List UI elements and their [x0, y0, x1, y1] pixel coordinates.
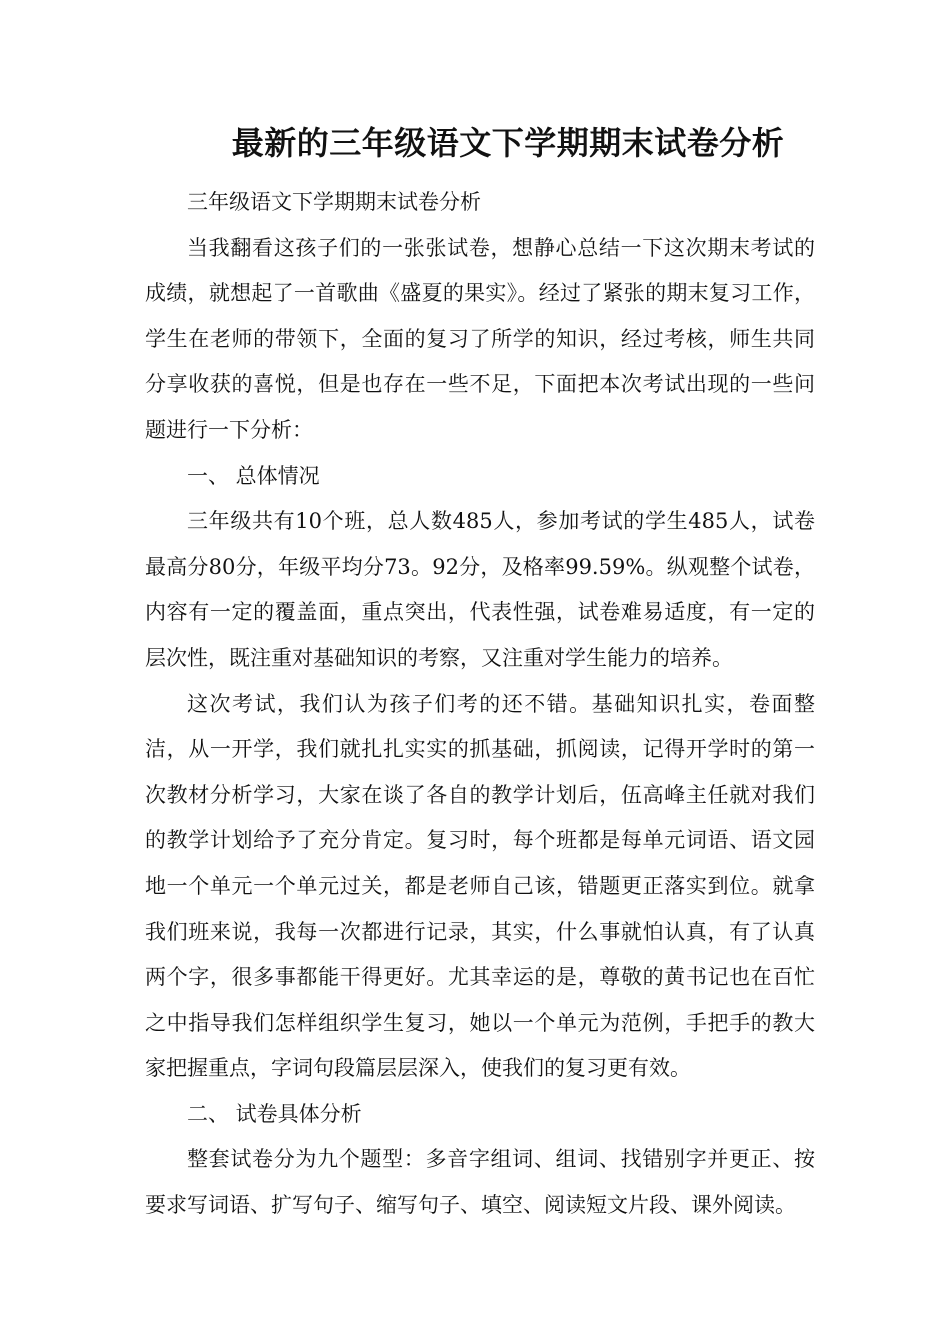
overall-paragraph: 三年级共有10个班，总人数485人，参加考试的学生485人，试卷最高分80分，年级平均分73。92分，及格率99.59%。纵观整个试卷，内容有一定的覆盖面，重点突出，代表性强，试卷难易适度，有一定的层次性，既注重对基础知识的考察，又注重对学生能力的培养。 — [145, 509, 815, 670]
document-title: 最新的三年级语文下学期期末试卷分析 — [231, 124, 785, 162]
document-body — [145, 180, 815, 1229]
section-heading-analysis: 二、 试卷具体分析 — [187, 1101, 362, 1126]
section-heading-overall: 一、 总体情况 — [187, 463, 320, 488]
subtitle-paragraph: 三年级语文下学期期末试卷分析 — [187, 190, 481, 214]
intro-paragraph: 当我翻看这孩子们的一张张试卷，想静心总结一下这次期末考试的成绩，就想起了一首歌曲《盛夏的果实》。经过了紧张的期末复习工作，学生在老师的带领下，全面的复习了所学的知识，经过考核，师生共同分享收获的喜悦，但是也存在一些不足，下面把本次考试出现的一些问题进行一下分析： — [145, 235, 815, 442]
review-paragraph: 这次考试，我们认为孩子们考的还不错。基础知识扎实，卷面整洁，从一开学，我们就扎扎实实的抓基础，抓阅读，记得开学时的第一次教材分析学习，大家在谈了各自的教学计划后，伍高峰主任就对我们的教学计划给予了充分肯定。复习时，每个班都是每单元词语、语文园地一个单元一个单元过关，都是老师自己该，错题更正落实到位。就拿我们班来说，我每一次都进行记录，其实，什么事就怕认真，有了认真两个字，很多事都能干得更好。尤其幸运的是，尊敬的黄书记也在百忙之中指导我们怎样组织学生复习，她以一个单元为范例，手把手的教大家把握重点，字词句段篇层层深入，使我们的复习更有效。 — [145, 691, 815, 1081]
question-types-paragraph: 整套试卷分为九个题型：多音字组词、组词、找错别字并更正、按要求写词语、扩写句子、缩写句子、填空、阅读短文片段、课外阅读。 — [145, 1147, 815, 1218]
